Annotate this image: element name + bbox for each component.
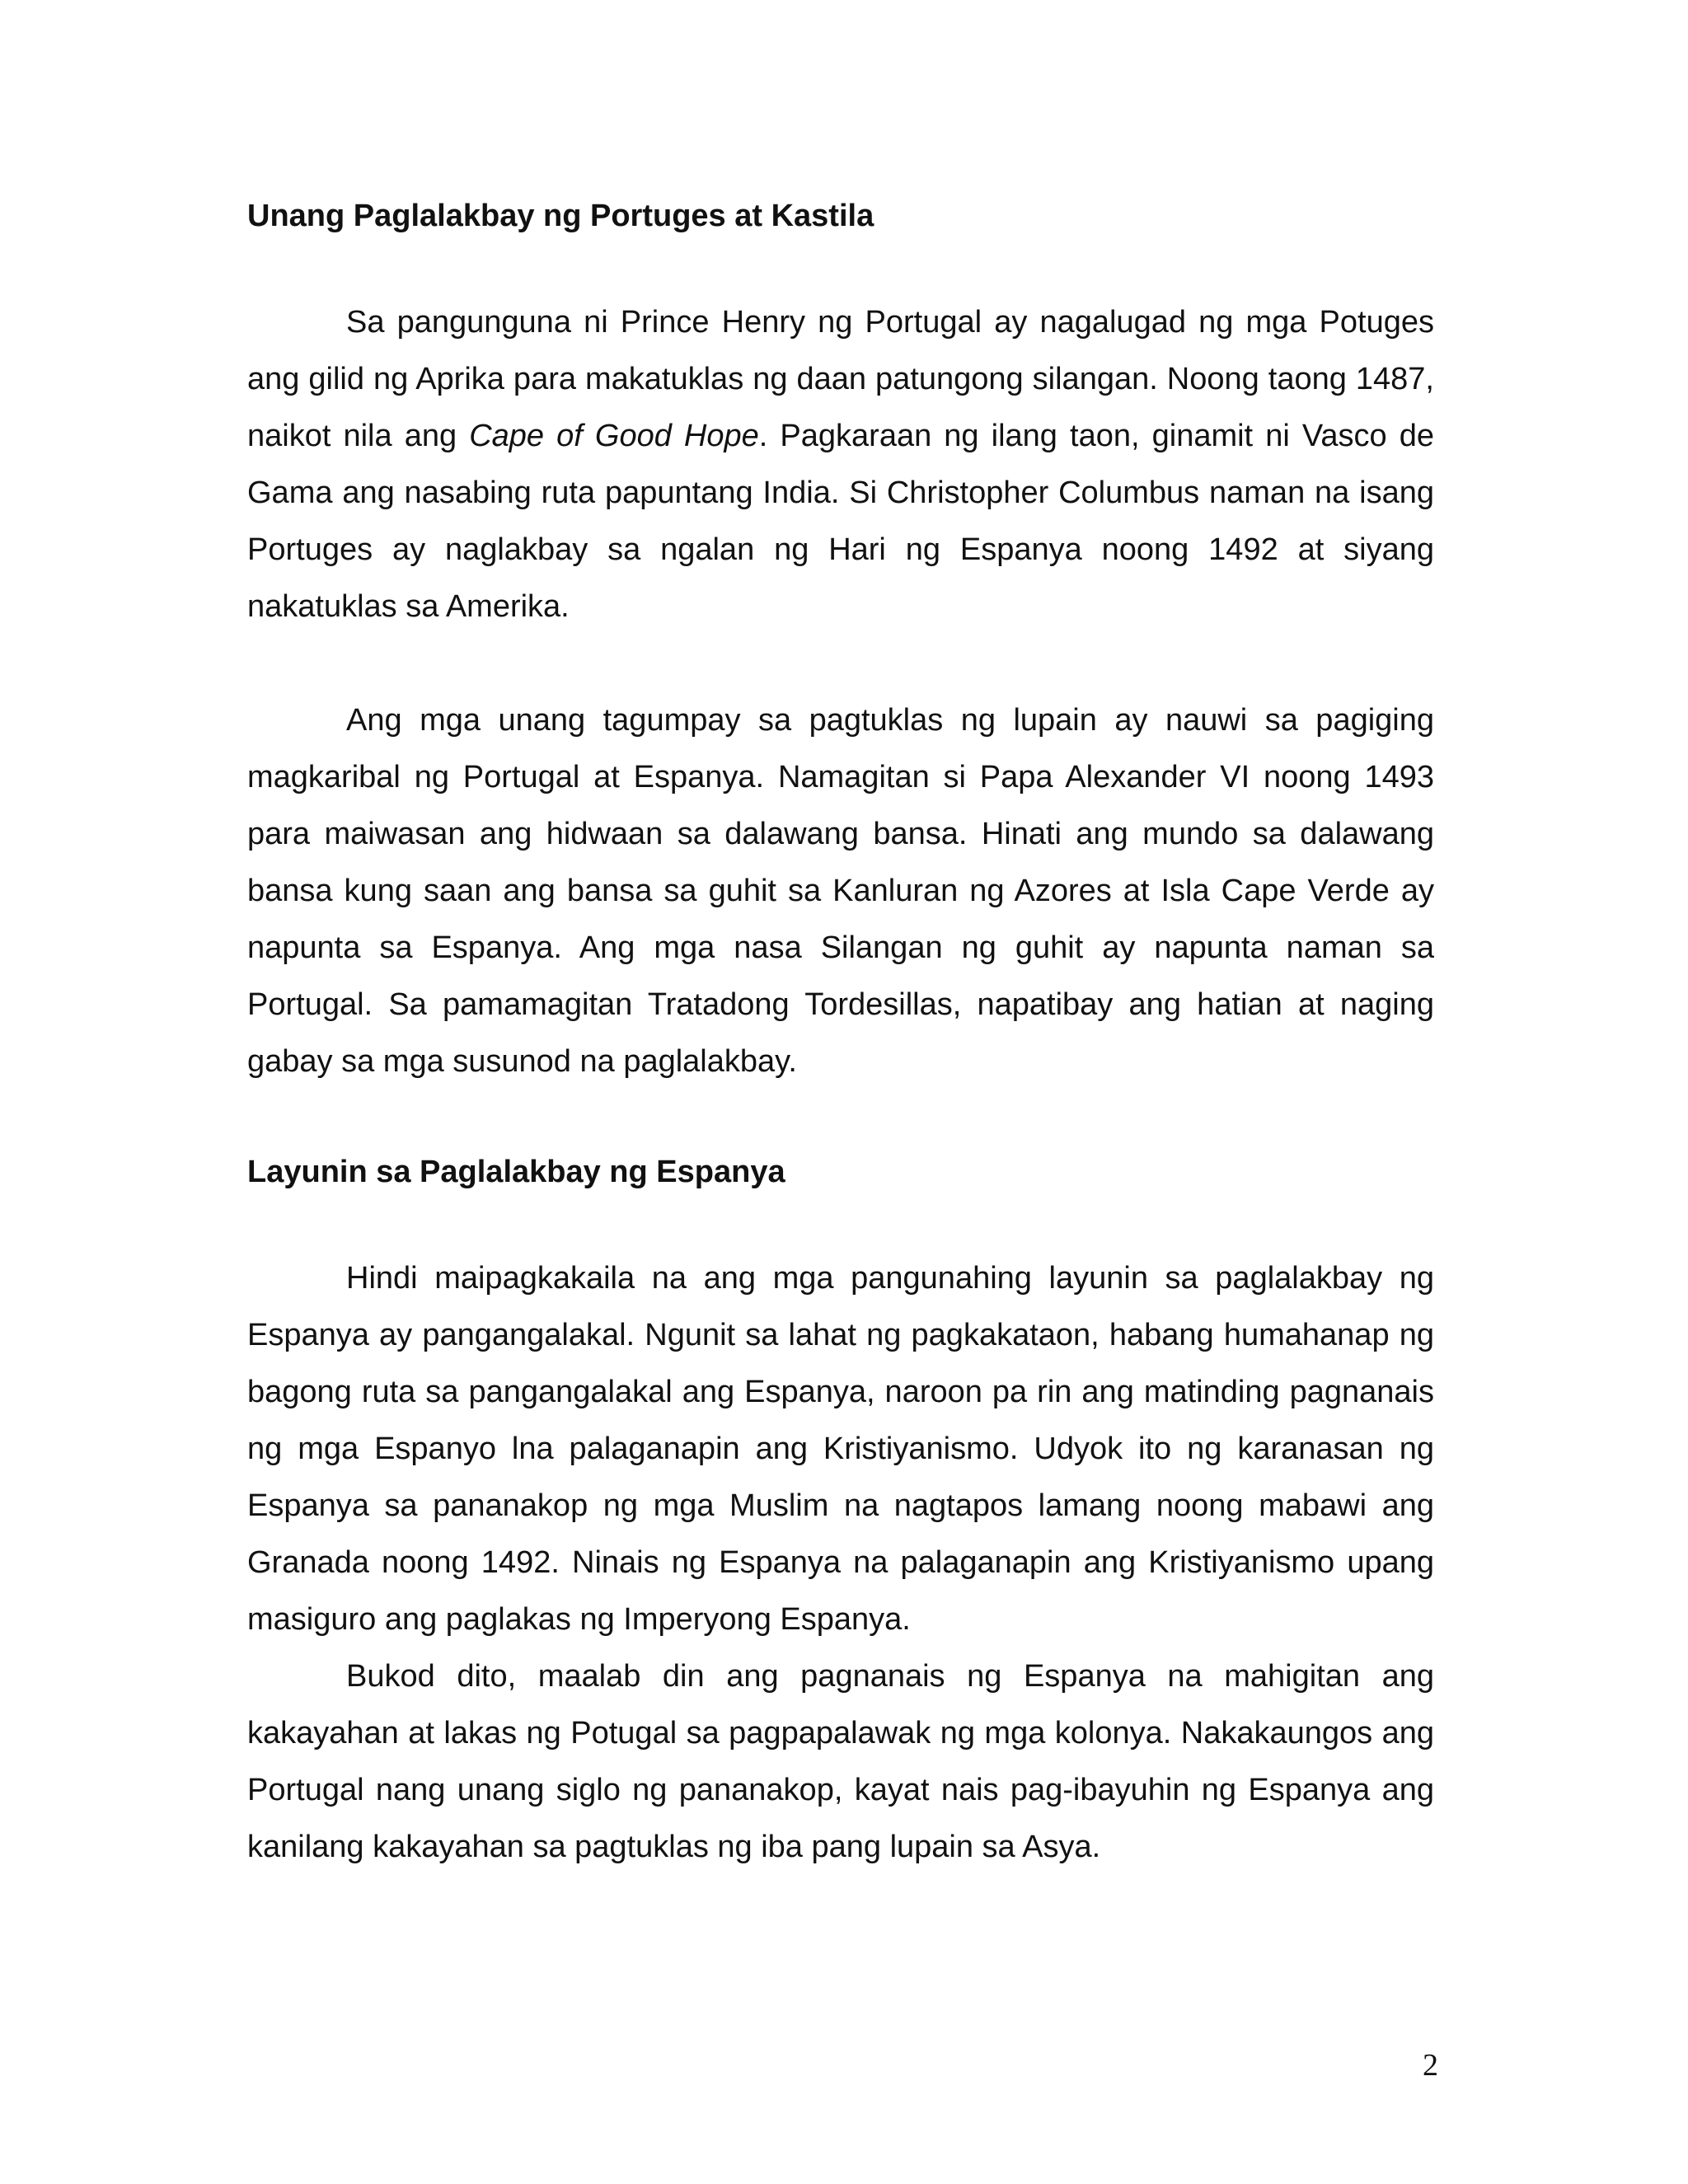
section-heading-layunin: Layunin sa Paglalakbay ng Espanya	[247, 1155, 785, 1189]
paragraph-tordesillas: Ang mga unang tagumpay sa pagtuklas ng lupain ay nauwi sa pagiging magkaribal ng Portugal at Espanya. Namagitan si Papa Alexander VI noong 1493 para maiwasan ang hidwaan sa dalawang bansa. Hinati ang mundo sa dalawang bansa kung saan ang bansa sa guhit sa Kanluran ng Azores at Isla Cape Verde ay napunta sa Espanya. Ang mga nasa Silangan ng guhit ay napunta naman sa Portugal. Sa pamamagitan Tratadong Tordesillas, napatibay ang hatian at naging gabay sa mga susunod na paglalakbay.	[247, 703, 1434, 1079]
paragraph-pangangalakal: Hindi maipagkakaila na ang mga pangunahing layunin sa paglalakbay ng Espanya ay pangangalakal. Ngunit sa lahat ng pagkakataon, habang humahanap ng bagong ruta sa pangangalakal ang Espanya, naroon pa rin ang matinding pagnanais ng mga Espanyo lna palaganapin ang Kristiyanismo. Udyok ito ng karanasan ng Espanya sa pananakop ng mga Muslim na nagtapos lamang noong mabawi ang Granada noong 1492. Ninais ng Espanya na palaganapin ang Kristiyanismo upang masiguro ang paglakas ng Imperyong Espanya.	[247, 1261, 1434, 1637]
paragraph-prince-henry	[247, 294, 1434, 635]
paragraph-text: Sa pangunguna ni Prince Henry ng Portugal ay nagalugad ng mga Potuges ang gilid ng Aprika para makatuklas ng daan patungong silangan. Noong taong 1487, naikot nila ang	[247, 305, 1434, 453]
paragraph-bukod-dito: Bukod dito, maalab din ang pagnanais ng Espanya na mahigitan ang kakayahan at lakas ng Potugal sa pagpapalawak ng mga kolonya. Nakakaungos ang Portugal nang unang siglo ng pananakop, kayat nais pag-ibayuhin ng Espanya ang kanilang kakayahan sa pagtuklas ng iba pang lupain sa Asya.	[247, 1659, 1434, 1864]
section-heading-unang-paglalakbay: Unang Paglalakbay ng Portuges at Kastila	[247, 199, 874, 233]
spacer	[247, 241, 1434, 294]
document-page	[247, 191, 1434, 1876]
page-number: 2	[1423, 2048, 1438, 2083]
spacer	[247, 635, 1434, 692]
paragraph-text: . Pagkaraan ng ilang taon, ginamit ni Vasco de Gama ang nasabing ruta papuntang India. Si Christopher Columbus naman na isang Portuges ay naglakbay sa ngalan ng Hari ng Espanya noong 1492 at siyang nakatuklas sa Amerika.	[247, 419, 1434, 624]
spacer	[247, 1197, 1434, 1250]
spacer	[247, 1090, 1434, 1147]
emphasis-cape-of-good-hope: Cape of Good Hope	[469, 419, 759, 453]
